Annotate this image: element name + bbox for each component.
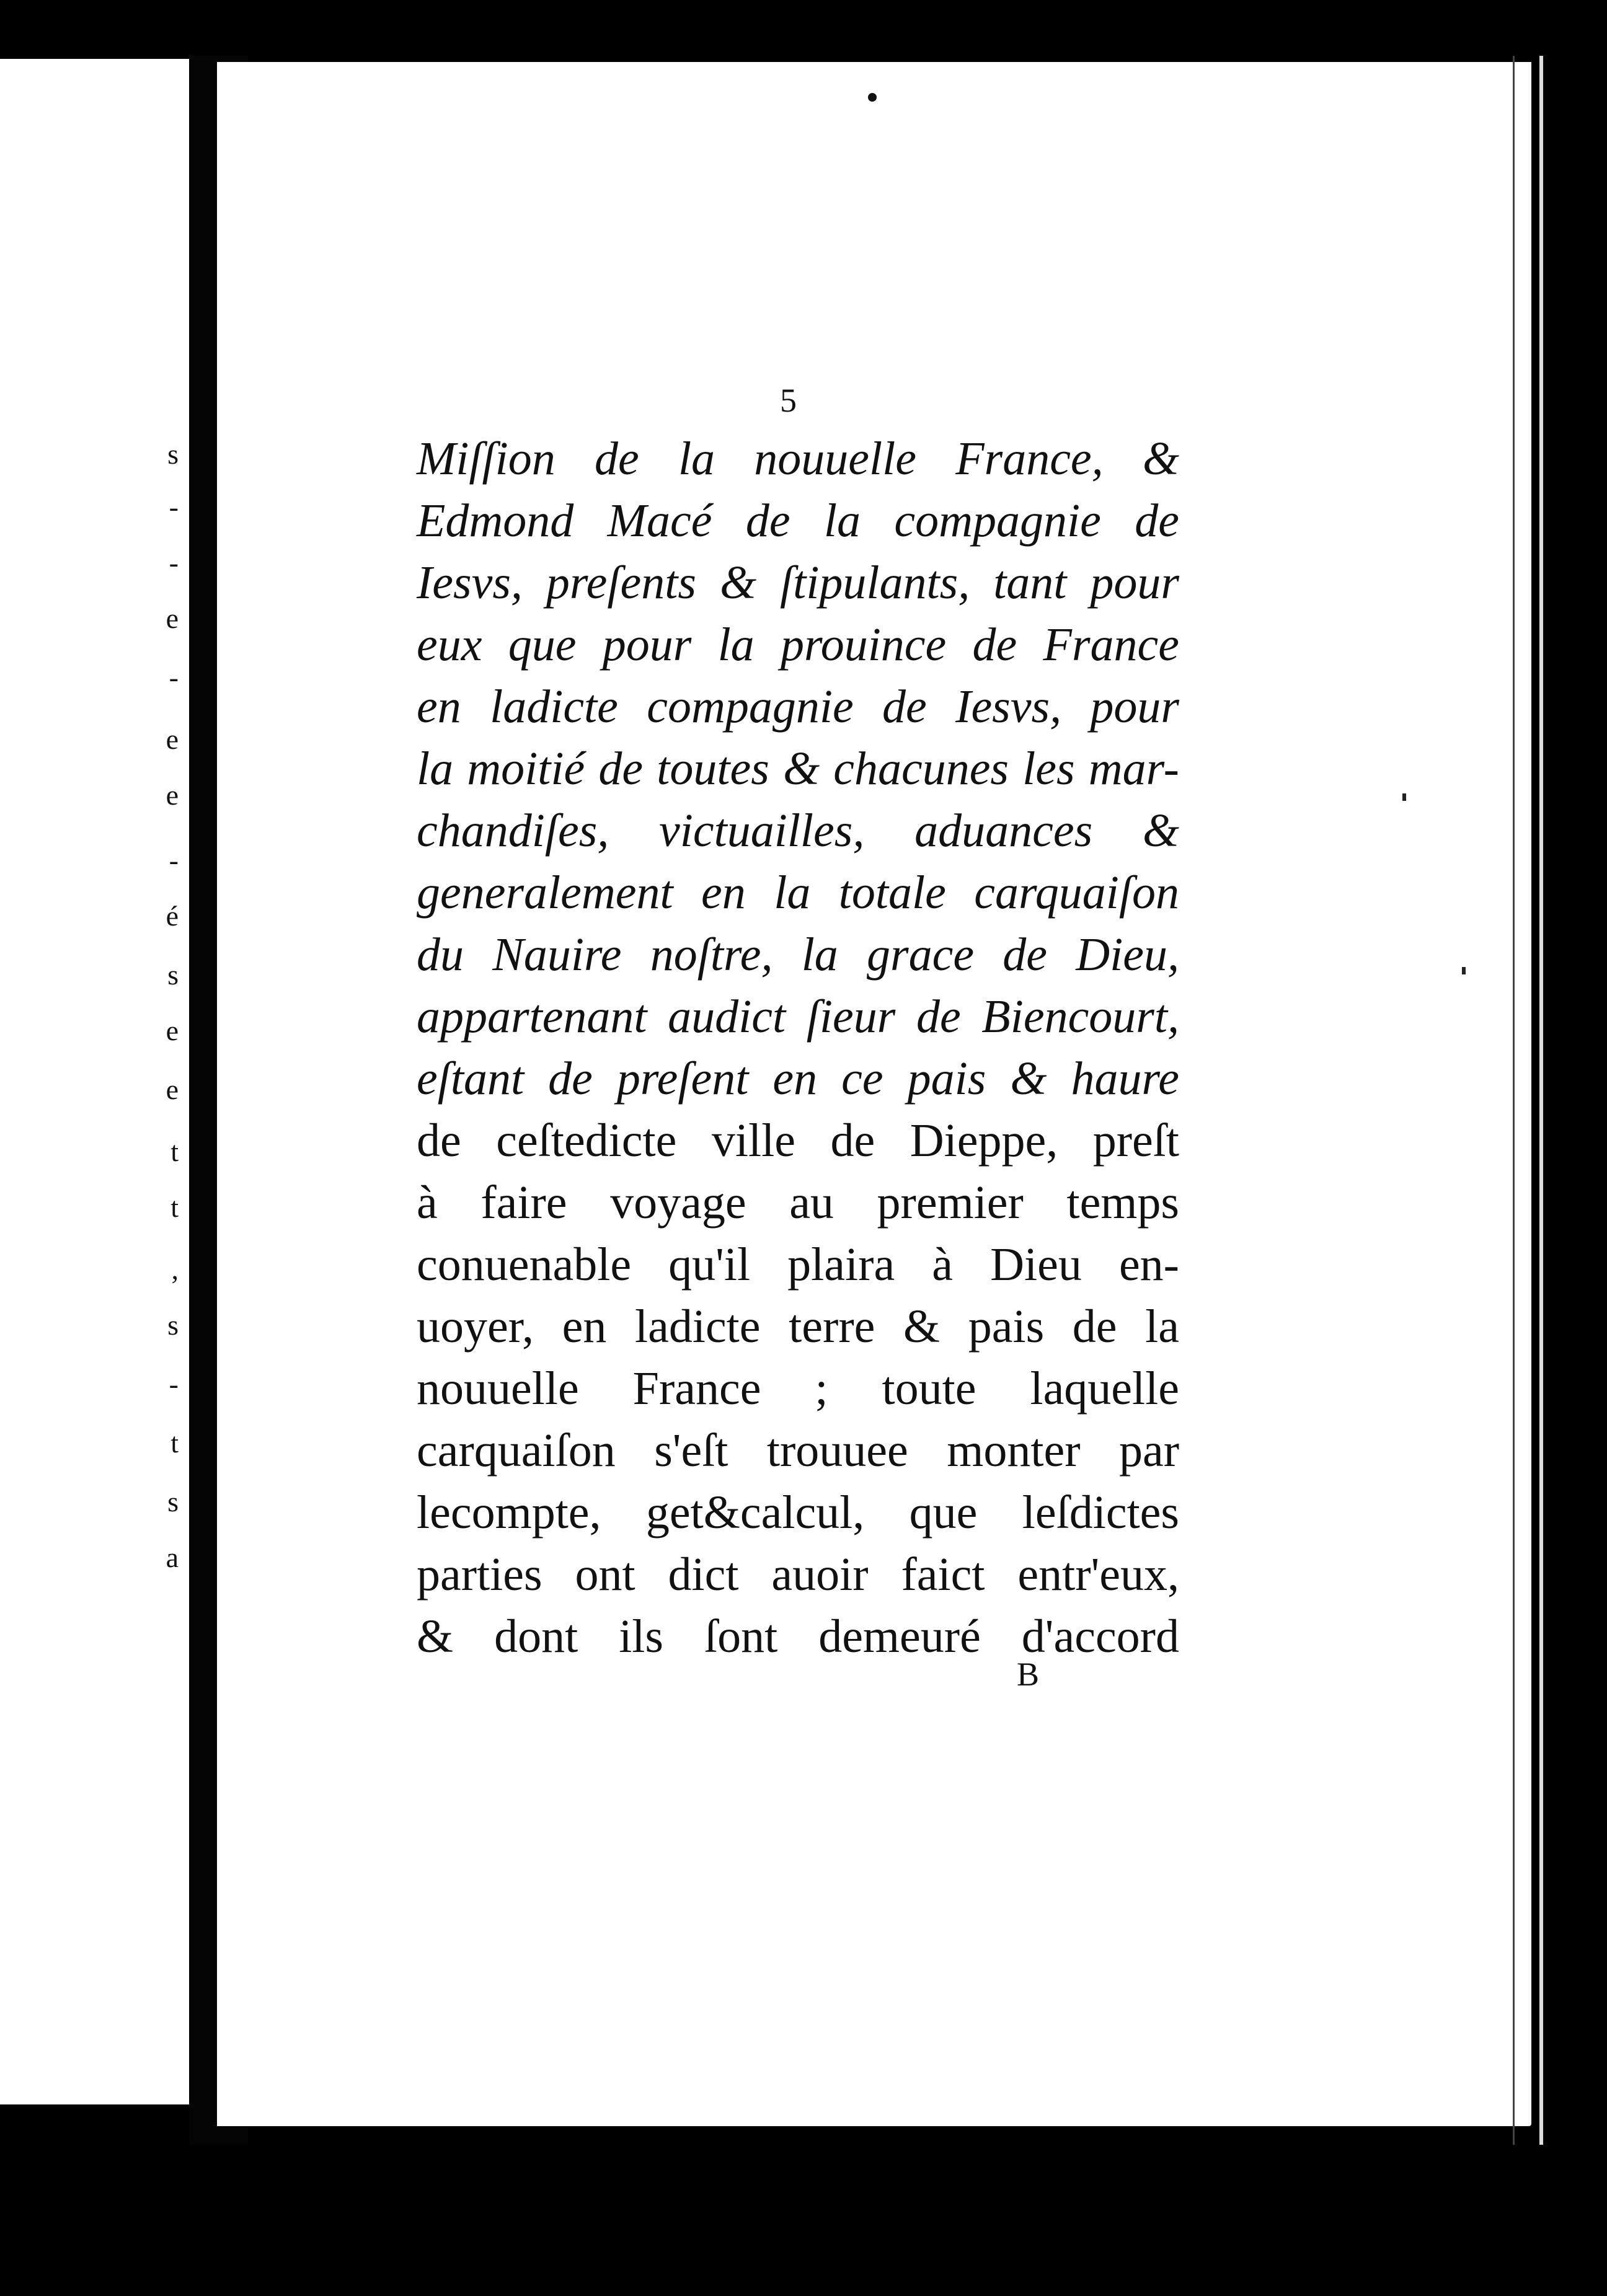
page-dot — [868, 93, 877, 102]
page-edge — [1513, 56, 1543, 2145]
text-line: generalement en la totale carquaiſon — [417, 867, 1179, 919]
left-edge-glyph: a — [166, 1542, 179, 1573]
left-edge-glyph: s — [167, 438, 179, 470]
left-edge-glyph: s — [167, 959, 179, 991]
left-edge-glyph: e — [166, 779, 179, 811]
text-line: Edmond Macé de la compagnie de — [417, 495, 1179, 547]
left-edge-glyph: - — [169, 844, 179, 876]
text-line: & dont ils ſont demeuré d'accord — [417, 1610, 1179, 1662]
text-line: Miſſion de la nouuelle France, & — [417, 433, 1179, 485]
left-edge-glyph: e — [166, 723, 179, 755]
left-edge-glyph: - — [169, 1368, 179, 1400]
text-line: nouuelle France ; toute laquelle — [417, 1362, 1179, 1415]
text-line: parties ont dict auoir faict entr'eux, — [417, 1548, 1179, 1601]
left-edge-glyph: é — [166, 900, 179, 932]
text-line: chandiſes, victuailles, aduances & — [417, 805, 1179, 857]
left-edge-glyph: - — [169, 491, 179, 523]
left-page — [0, 59, 192, 2104]
left-edge-glyph: t — [170, 1136, 179, 1167]
text-line: Iesvs, preſents & ſtipulants, tant pour — [417, 557, 1179, 609]
left-edge-glyph: s — [167, 1309, 179, 1341]
text-line: appartenant audict ſieur de Biencourt, — [417, 991, 1179, 1043]
text-line: lecompte, get&calcul, que leſdictes — [417, 1486, 1179, 1539]
left-edge-glyph: t — [170, 1191, 179, 1223]
text-line: à faire voyage au premier temps — [417, 1177, 1179, 1229]
left-edge-glyph: - — [169, 661, 179, 693]
text-line: de ceſtedicte ville de Dieppe, preſt — [417, 1115, 1179, 1167]
signature-mark: B — [1017, 1656, 1040, 1693]
text-line: uoyer, en ladicte terre & pais de la — [417, 1300, 1179, 1353]
left-edge-glyph: e — [166, 603, 179, 634]
page-speck — [1462, 967, 1466, 974]
left-edge-glyph: , — [171, 1253, 179, 1285]
left-edge-glyph: - — [169, 547, 179, 578]
text-line: eſtant de preſent en ce pais & haure — [417, 1053, 1179, 1105]
page-number: 5 — [780, 382, 797, 419]
page-speck — [1402, 793, 1406, 801]
text-line: conuenable qu'il plaira à Dieu en- — [417, 1239, 1179, 1291]
left-edge-glyph: t — [170, 1427, 179, 1459]
text-line: en ladicte compagnie de Iesvs, pour — [417, 681, 1179, 733]
left-edge-glyph: s — [167, 1486, 179, 1517]
body-text — [417, 428, 1179, 1667]
text-line: du Nauire noſtre, la grace de Dieu, — [417, 929, 1179, 981]
left-edge-glyph: e — [166, 1015, 179, 1046]
left-edge-glyph: e — [166, 1074, 179, 1105]
text-line: eux que pour la prouince de France — [417, 619, 1179, 671]
text-line: la moitié de toutes & chacunes les mar- — [417, 743, 1179, 795]
text-line: carquaiſon s'eſt trouuee monter par — [417, 1424, 1179, 1477]
